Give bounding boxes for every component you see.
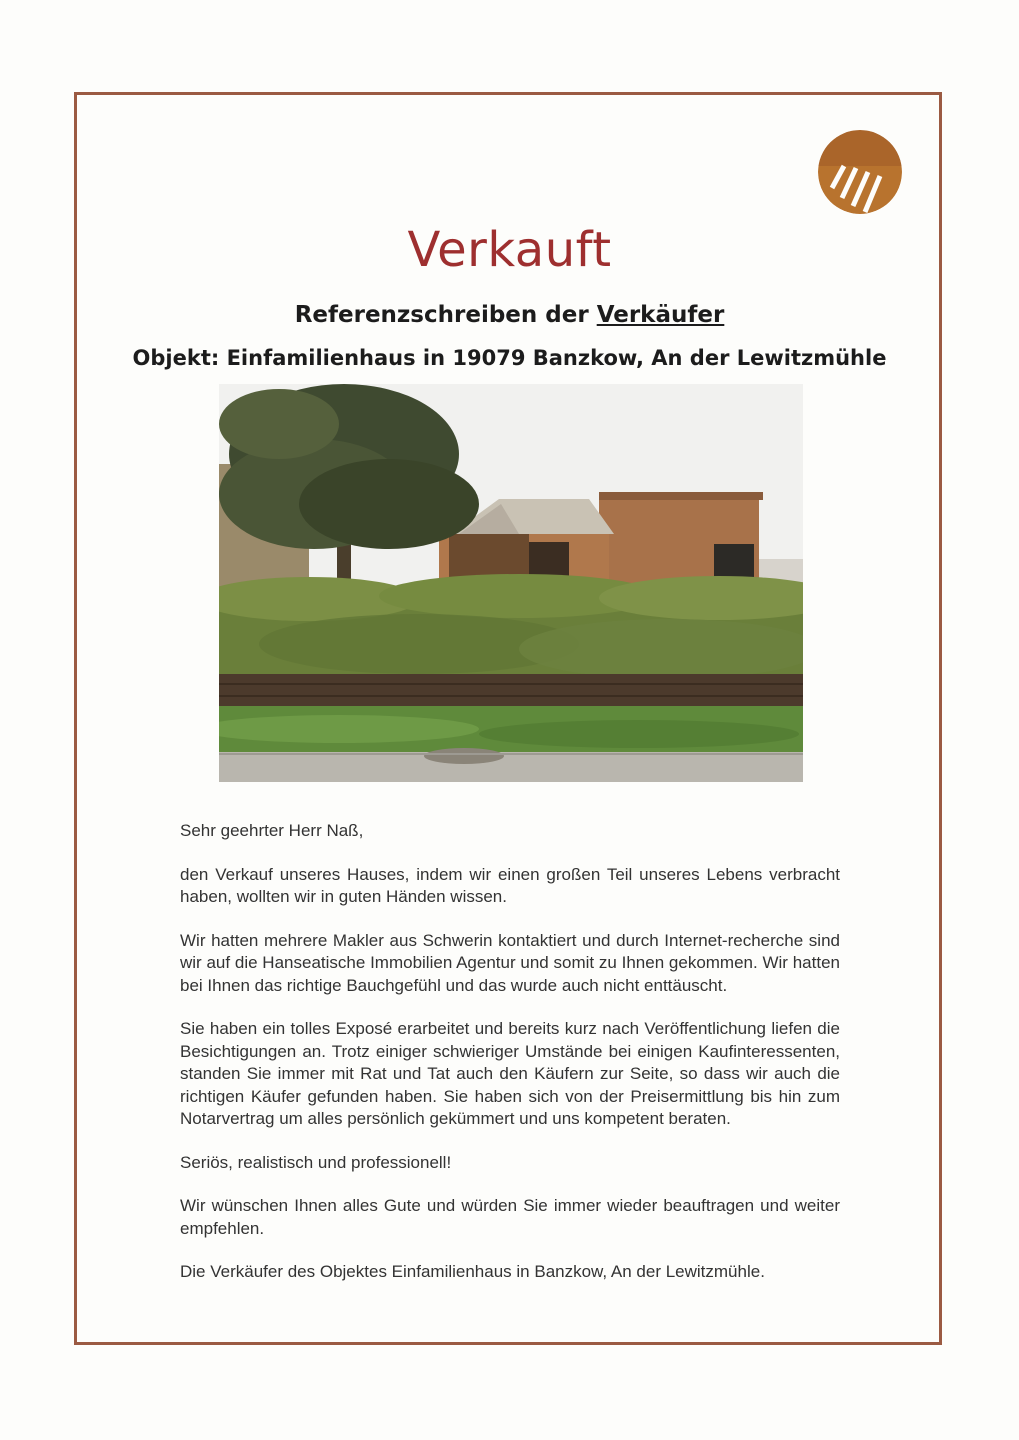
letter-body: [180, 820, 840, 1305]
paragraph: Sie haben ein tolles Exposé erarbeitet und bereits kurz nach Veröffentlichung liefen die Besichtigungen an. Trotz einiger schwieriger Umstände bei einigen Kaufinteressenten, standen Sie immer mit Rat und Tat auch den Käufern zur Seite, so dass wir auch die richtigen Käufer gefunden haben. Sie haben sich von der Preisermittlung bis hin zum Notarvertrag um alles persönlich gekümmert und uns kompetent beraten.: [180, 1019, 840, 1128]
subtitle-prefix: Referenzschreiben der: [294, 302, 597, 328]
paragraph: Wir hatten mehrere Makler aus Schwerin kontaktiert und durch Internet-recherche sind wir auf die Hanseatische Immobilien Agentur und somit zu Ihnen gekommen. Wir hatten bei Ihnen das richtige Bauchgefühl und das wurde auch nicht enttäuscht.: [180, 930, 840, 995]
page-title: Verkauft: [407, 222, 612, 278]
house-photo: [219, 384, 803, 782]
closing-line: Die Verkäufer des Objektes Einfamilienhaus in Banzkow, An der Lewitzmühle.: [180, 1262, 765, 1281]
paragraph: den Verkauf unseres Hauses, indem wir einen großen Teil unseres Lebens verbracht haben, wollten wir in guten Händen wissen.: [180, 864, 840, 906]
salutation: Sehr geehrter Herr Naß,: [180, 821, 364, 840]
subtitle-underlined: Verkäufer: [596, 302, 725, 328]
paragraph: Wir wünschen Ihnen alles Gute und würden Sie immer wieder beauftragen und weiter empfehlen.: [180, 1196, 840, 1238]
paragraph: Seriös, realistisch und professionell!: [180, 1152, 452, 1172]
object-line: Objekt: Einfamilienhaus in 19079 Banzkow, An der Lewitzmühle: [132, 346, 887, 370]
company-logo: [816, 128, 904, 216]
subtitle: [0, 302, 1019, 328]
